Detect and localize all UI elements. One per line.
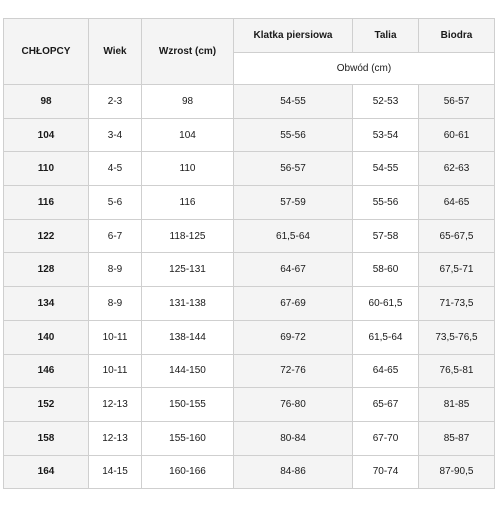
cell-height: 150-155 xyxy=(142,388,234,422)
header-height: Wzrost (cm) xyxy=(142,19,234,85)
cell-size: 152 xyxy=(4,388,89,422)
table-row xyxy=(4,421,495,455)
cell-waist: 64-65 xyxy=(353,354,419,388)
cell-waist: 58-60 xyxy=(353,253,419,287)
cell-hips: 67,5-71 xyxy=(419,253,495,287)
cell-chest: 54-55 xyxy=(234,85,353,119)
cell-size: 122 xyxy=(4,219,89,253)
table-row xyxy=(4,354,495,388)
cell-waist: 54-55 xyxy=(353,152,419,186)
cell-hips: 85-87 xyxy=(419,421,495,455)
cell-waist: 57-58 xyxy=(353,219,419,253)
cell-waist: 65-67 xyxy=(353,388,419,422)
cell-hips: 71-73,5 xyxy=(419,287,495,321)
header-chest: Klatka piersiowa xyxy=(234,19,353,53)
cell-waist: 61,5-64 xyxy=(353,320,419,354)
cell-hips: 60-61 xyxy=(419,118,495,152)
cell-waist: 53-54 xyxy=(353,118,419,152)
cell-age: 5-6 xyxy=(89,186,142,220)
cell-chest: 76-80 xyxy=(234,388,353,422)
cell-hips: 64-65 xyxy=(419,186,495,220)
cell-hips: 76,5-81 xyxy=(419,354,495,388)
cell-age: 3-4 xyxy=(89,118,142,152)
cell-height: 118-125 xyxy=(142,219,234,253)
header-age: Wiek xyxy=(89,19,142,85)
table-row xyxy=(4,118,495,152)
header-waist: Talia xyxy=(353,19,419,53)
cell-height: 116 xyxy=(142,186,234,220)
cell-size: 128 xyxy=(4,253,89,287)
cell-height: 155-160 xyxy=(142,421,234,455)
table-row xyxy=(4,287,495,321)
cell-age: 14-15 xyxy=(89,455,142,489)
cell-chest: 72-76 xyxy=(234,354,353,388)
table-row xyxy=(4,219,495,253)
cell-chest: 56-57 xyxy=(234,152,353,186)
cell-chest: 57-59 xyxy=(234,186,353,220)
cell-age: 8-9 xyxy=(89,253,142,287)
cell-size: 98 xyxy=(4,85,89,119)
table-row xyxy=(4,253,495,287)
cell-age: 6-7 xyxy=(89,219,142,253)
header-circumference: Obwód (cm) xyxy=(234,53,495,85)
cell-chest: 67-69 xyxy=(234,287,353,321)
cell-chest: 61,5-64 xyxy=(234,219,353,253)
header-hips: Biodra xyxy=(419,19,495,53)
cell-hips: 65-67,5 xyxy=(419,219,495,253)
cell-age: 2-3 xyxy=(89,85,142,119)
cell-waist: 52-53 xyxy=(353,85,419,119)
table-row xyxy=(4,388,495,422)
cell-height: 138-144 xyxy=(142,320,234,354)
cell-size: 104 xyxy=(4,118,89,152)
cell-chest: 69-72 xyxy=(234,320,353,354)
table-row xyxy=(4,152,495,186)
cell-hips: 56-57 xyxy=(419,85,495,119)
cell-height: 160-166 xyxy=(142,455,234,489)
cell-height: 131-138 xyxy=(142,287,234,321)
cell-hips: 73,5-76,5 xyxy=(419,320,495,354)
table-row xyxy=(4,85,495,119)
cell-waist: 60-61,5 xyxy=(353,287,419,321)
size-chart-table xyxy=(3,18,495,489)
cell-waist: 67-70 xyxy=(353,421,419,455)
cell-height: 144-150 xyxy=(142,354,234,388)
cell-age: 10-11 xyxy=(89,320,142,354)
cell-size: 158 xyxy=(4,421,89,455)
cell-chest: 80-84 xyxy=(234,421,353,455)
cell-hips: 81-85 xyxy=(419,388,495,422)
cell-height: 104 xyxy=(142,118,234,152)
cell-age: 8-9 xyxy=(89,287,142,321)
cell-hips: 62-63 xyxy=(419,152,495,186)
cell-height: 110 xyxy=(142,152,234,186)
cell-size: 140 xyxy=(4,320,89,354)
cell-age: 10-11 xyxy=(89,354,142,388)
cell-age: 12-13 xyxy=(89,388,142,422)
cell-age: 12-13 xyxy=(89,421,142,455)
cell-size: 116 xyxy=(4,186,89,220)
table-row xyxy=(4,455,495,489)
cell-size: 146 xyxy=(4,354,89,388)
cell-size: 110 xyxy=(4,152,89,186)
cell-size: 164 xyxy=(4,455,89,489)
cell-chest: 64-67 xyxy=(234,253,353,287)
cell-hips: 87-90,5 xyxy=(419,455,495,489)
cell-height: 98 xyxy=(142,85,234,119)
cell-waist: 55-56 xyxy=(353,186,419,220)
table-row xyxy=(4,320,495,354)
cell-chest: 84-86 xyxy=(234,455,353,489)
cell-height: 125-131 xyxy=(142,253,234,287)
cell-age: 4-5 xyxy=(89,152,142,186)
cell-size: 134 xyxy=(4,287,89,321)
header-size: CHŁOPCY xyxy=(4,19,89,85)
table-row xyxy=(4,186,495,220)
cell-chest: 55-56 xyxy=(234,118,353,152)
table-body xyxy=(4,85,495,489)
cell-waist: 70-74 xyxy=(353,455,419,489)
